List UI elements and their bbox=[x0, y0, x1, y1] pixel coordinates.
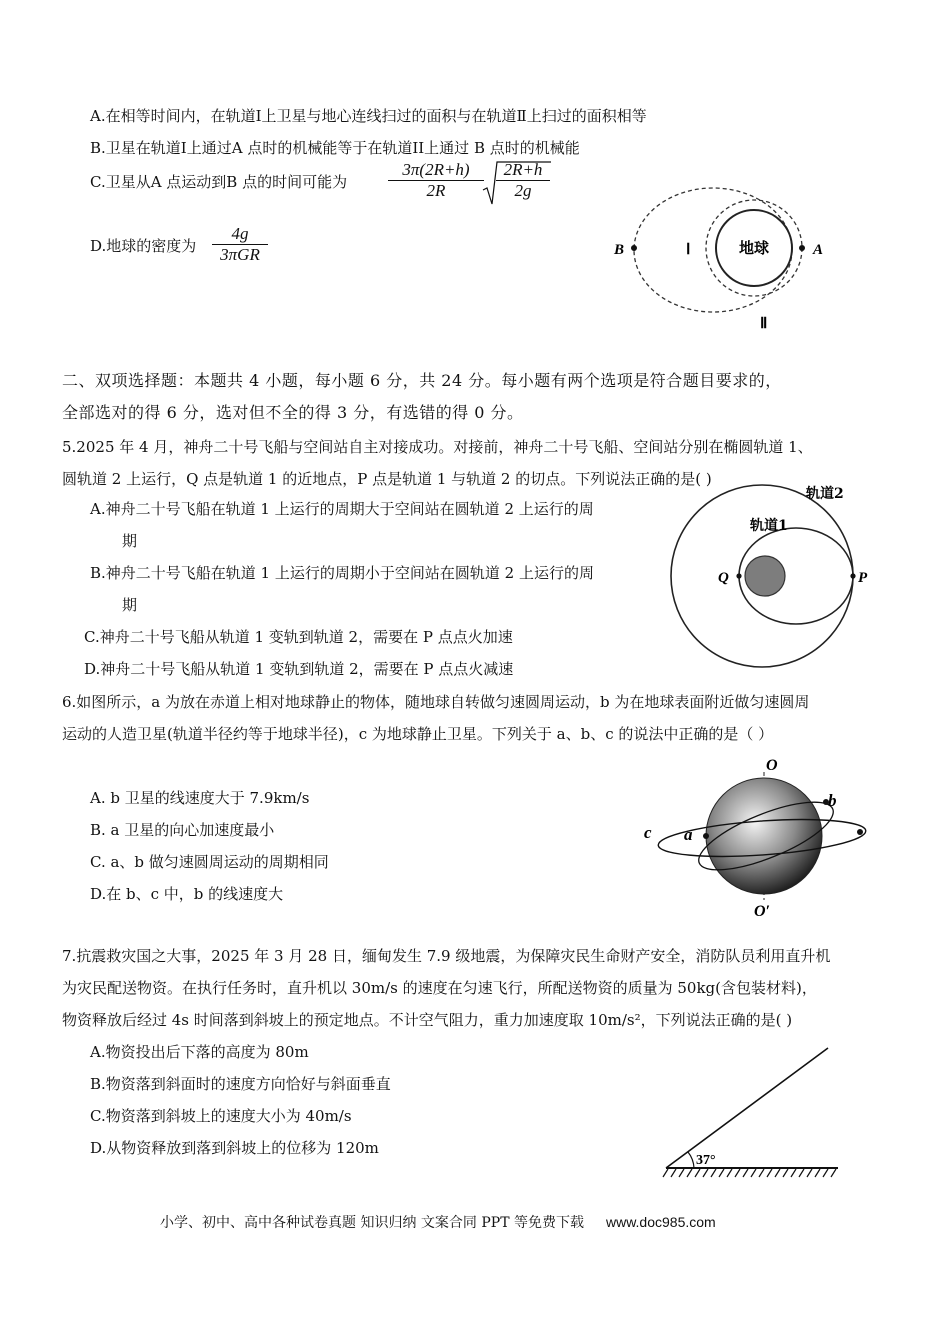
point-b-dot bbox=[631, 245, 637, 251]
q6-earth-figure bbox=[640, 758, 860, 918]
earth-sphere bbox=[706, 778, 822, 894]
q5-option-a-cont: 期 bbox=[122, 532, 138, 550]
q6-option-d: D.在 b、c 中，b 的线速度大 bbox=[90, 885, 284, 903]
q5-option-b: B.神舟二十号飞船在轨道 1 上运行的周期小于空间站在圆轨道 2 上运行的周 bbox=[90, 564, 594, 582]
q7-stem-line2: 为灾民配送物资。在执行任务时，直升机以 30m/s 的速度在匀速飞行，所配送物资的质量为 50kg(含包装材料)， bbox=[62, 979, 817, 997]
earth-disk bbox=[745, 556, 785, 596]
satellite-b-label: b bbox=[828, 791, 837, 810]
axis-top-label: O bbox=[766, 757, 778, 774]
q6-option-b: B. a 卫星的向心加速度最小 bbox=[90, 821, 275, 839]
point-q-dot bbox=[736, 573, 741, 578]
q7-option-d: D.从物资释放到落到斜坡上的位移为 120m bbox=[90, 1139, 379, 1157]
footer-site: www.doc985.com bbox=[605, 1214, 716, 1230]
q5-stem-line2: 圆轨道 2 上运行，Q 点是轨道 1 的近地点，P 点是轨道 1 与轨道 2 的切点。下列说法正确的是( ) bbox=[62, 470, 712, 488]
q5-option-a: A.神舟二十号飞船在轨道 1 上运行的周期大于空间站在圆轨道 2 上运行的周 bbox=[90, 500, 594, 518]
q7-stem-line3: 物资释放后经过 4s 时间落到斜坡上的预定地点。不计空气阻力，重力加速度取 10m/s²，下列说法正确的是( ) bbox=[62, 1011, 793, 1029]
point-a-dot bbox=[799, 245, 805, 251]
orbit-1-label: 轨道1 bbox=[750, 518, 788, 534]
point-a-label: A bbox=[813, 242, 824, 258]
angle-label: 37° bbox=[696, 1153, 716, 1168]
q6-stem-line2: 运动的人造卫星(轨道半径约等于地球半径)，c 为地球静止卫星。下列关于 a、b、c 的说法中正确的是（ ） bbox=[62, 725, 774, 743]
orbit-ii-label: Ⅱ bbox=[760, 316, 768, 332]
orbit-2-label: 轨道2 bbox=[806, 486, 844, 502]
satellite-a-dot bbox=[703, 833, 709, 839]
q5-option-c: C.神舟二十号飞船从轨道 1 变轨到轨道 2，需要在 P 点点火加速 bbox=[84, 628, 513, 646]
q7-slope-figure bbox=[658, 1044, 848, 1184]
satellite-c-dot bbox=[857, 829, 863, 835]
ground-hatching bbox=[663, 1169, 836, 1177]
point-p-label: P bbox=[858, 570, 868, 586]
slope-line bbox=[666, 1048, 828, 1168]
q5-stem-line1: 5.2025 年 4 月，神舟二十号飞船与空间站自主对接成功。对接前，神舟二十号飞船、空间站分别在椭圆轨道 1、 bbox=[62, 438, 813, 456]
point-b-label: B bbox=[614, 242, 625, 258]
point-q-label: Q bbox=[718, 570, 729, 586]
orbit-i-label: Ⅰ bbox=[686, 242, 691, 258]
footer-text: 小学、初中、高中各种试卷真题 知识归纳 文案合同 PPT 等免费下载 bbox=[160, 1215, 584, 1231]
section2-heading-line1: 二、双项选择题：本题共 4 小题，每小题 6 分，共 24 分。每小题有两个选项是符合题目要求的， bbox=[62, 371, 782, 390]
q7-option-b: B.物资落到斜面时的速度方向恰好与斜面垂直 bbox=[90, 1075, 391, 1093]
q7-option-c: C.物资落到斜坡上的速度大小为 40m/s bbox=[90, 1107, 352, 1125]
q5-option-b-cont: 期 bbox=[122, 596, 138, 614]
q6-option-a: A. b 卫星的线速度大于 7.9km/s bbox=[90, 789, 310, 807]
q4-c-fraction: $\frac{3\pi(2R+h)}{2R}$ bbox=[388, 160, 484, 201]
q7-stem-line1: 7.抗震救灾国之大事，2025 年 3 月 28 日，缅甸发生 7.9 级地震，为保障灾民生命财产安全，消防队员利用直升机 bbox=[62, 947, 831, 965]
q4-option-c: C.卫星从A 点运动到B 点的时间可能为 bbox=[90, 173, 348, 191]
satellite-c-label: c bbox=[644, 823, 652, 842]
satellite-a-label: a bbox=[684, 825, 693, 844]
q6-option-c: C. a、b 做匀速圆周运动的周期相同 bbox=[90, 853, 329, 871]
point-p-dot bbox=[850, 573, 855, 578]
q4-option-a: A.在相等时间内，在轨道Ⅰ上卫星与地心连线扫过的面积与在轨道Ⅱ上扫过的面积相等 bbox=[90, 107, 647, 125]
page-footer bbox=[160, 1212, 716, 1232]
q6-stem-line1: 6.如图所示，a 为放在赤道上相对地球静止的物体，随地球自转做匀速圆周运动，b 为在地球表面附近做匀速圆周 bbox=[62, 693, 810, 711]
q7-option-a: A.物资投出后下落的高度为 80m bbox=[90, 1043, 309, 1061]
angle-arc bbox=[688, 1152, 694, 1168]
q4-option-b: B.卫星在轨道Ⅰ上通过A 点时的机械能等于在轨道II上通过 B 点时的机械能 bbox=[90, 139, 580, 157]
axis-bottom-label: O′ bbox=[754, 903, 771, 920]
q4-d-fraction: 4g 3πGR bbox=[212, 224, 268, 265]
q5-orbit-figure bbox=[668, 478, 898, 668]
q4-option-d: D.地球的密度为 bbox=[90, 237, 197, 255]
earth-label: 地球 bbox=[738, 239, 770, 257]
q4-orbit-figure bbox=[608, 178, 848, 338]
section2-heading-line2: 全部选对的得 6 分，选对但不全的得 3 分，有选错的得 0 分。 bbox=[62, 403, 524, 422]
q4-c-radical-fraction: $\frac{2R+h}{2g}$ bbox=[496, 160, 550, 201]
q5-option-d: D.神舟二十号飞船从轨道 1 变轨到轨道 2，需要在 P 点点火减速 bbox=[84, 660, 514, 678]
